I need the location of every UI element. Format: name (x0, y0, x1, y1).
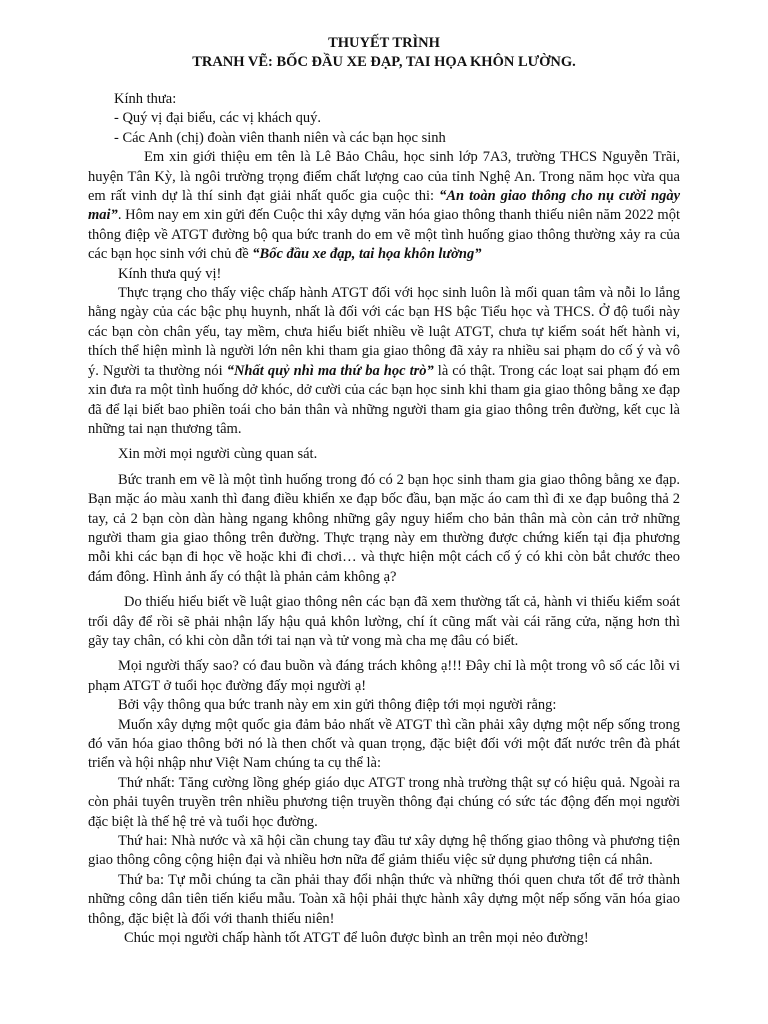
closing-paragraph: Chúc mọi người chấp hành tốt ATGT để luôn được bình an trên mọi nẻo đường! (124, 930, 589, 947)
intro-text-1: Em xin giới thiệu em tên là Lê Bảo Châu, học sinh lớp 7A3, trường THCS Nguyễn Trãi, huyện Tân Kỳ, là ngôi trường trọng điểm chất lượng cao của tỉnh Nghệ An. Trong năm học vừa qua em rất vinh dự là thí sinh đạt giải nhất quốc gia cuộc thi: (88, 149, 680, 205)
observe-paragraph: Xin mời mọi người cùng quan sát. (118, 446, 318, 463)
greeting-item-members: - Các Anh (chị) đoàn viên thanh niên và các bạn học sinh (114, 129, 446, 146)
message-paragraph: Bởi vậy thông qua bức tranh này em xin gửi thông điệp tới mọi người rằng: (118, 697, 557, 714)
greeting-opening: Kính thưa: (114, 91, 177, 107)
first-point-paragraph: Thứ nhất: Tăng cường lồng ghép giáo dục ATGT trong nhà trường thật sự có hiệu quả. Ngoài ra còn phải tuyên truyền trên nhiều phương tiện truyền thông đại chúng có sức tác động đến mọi người đặc biệt là thế hệ trẻ và tuổi học đường. (88, 774, 680, 830)
third-point-paragraph: Thứ ba: Tự mỗi chúng ta cần phải thay đổi nhận thức và những thói quen chưa tốt để trở thành những công dân tiên tiến kiểu mẫu. Toàn xã hội phải thực hành xây dựng một nếp sống văn hóa giao thông, đặc biệt là đối với thanh thiếu niên! (88, 871, 680, 927)
feel-paragraph: Mọi người thấy sao? có đau buồn và đáng trách không ạ!!! Đây chỉ là một trong vô số các lỗi vi phạm ATGT ở tuổi học đường đấy mọi người ạ! (88, 658, 680, 694)
ignorance-paragraph: Do thiếu hiểu biết về luật giao thông nên các bạn đã xem thường tất cả, hành vi thiếu kiểm soát trối dây để rồi sẽ phải nhận lấy hậu quả khôn lường, chí ít cũng mất vài cái răng cửa, nặng hơn thì gãy tay chân, có khi còn dẫn tới tai nạn và tử vong mà cha mẹ đâu có biết. (88, 594, 680, 649)
second-point-paragraph: Thứ hai: Nhà nước và xã hội cần chung tay đầu tư xây dựng hệ thống giao thông và phương tiện giao thông công cộng hiện đại và nhiều hơn nữa để giảm thiểu việc sử dụng phương tiện cá nhân. (88, 833, 680, 869)
reality-text-2: là có thật. Trong các loạt sai phạm đó em xin đưa ra một tình huống dở khóc, dở cười của các bạn học sinh khi tham gia giao thông bằng xe đạp đã để lại biết bao phiền toái cho bản thân và những người tham gia giao thông trên đường, kết cục là những tai nạn thương tâm. (88, 362, 681, 437)
intro-quote-theme: “Bốc đầu xe đạp, tai họa khôn lường” (252, 246, 482, 263)
reality-paragraph (88, 284, 680, 439)
address-audience: Kính thưa quý vị! (118, 265, 222, 282)
document-title-line2: TRANH VẼ: BỐC ĐẦU XE ĐẠP, TAI HỌA KHÔN LƯỜNG. (192, 54, 576, 70)
greeting-item-guests: - Quý vị đại biểu, các vị khách quý. (114, 110, 321, 127)
document-title-line1: THUYẾT TRÌNH (328, 35, 440, 51)
intro-quote-contest: “An toàn giao thông cho nụ cười ngày mai” (88, 188, 681, 224)
picture-paragraph: Bức tranh em vẽ là một tình huống trong đó có 2 bạn học sinh tham gia giao thông bằng xe đạp. Bạn mặc áo màu xanh thì đang điều khiển xe đạp bốc đầu, bạn mặc áo cam thì đi xe đạp buông thả 2 tay, cả 2 bạn còn dàn hàng ngang không những gây nguy hiểm cho bản thân mà còn cản trở những người tham gia giao thông trên đường. Thực trạng này em thường được chứng kiến tại địa phương mỗi khi các bạn đi học về hoặc khi đi chơi… và thực hiện một cách cố ý có khi còn bắt chước theo đám đông. Hình ảnh ấy có thật là phản cảm không ạ? (88, 471, 680, 585)
reality-quote: “Nhất quỷ nhì ma thứ ba học trò” (226, 362, 434, 379)
greeting-block (88, 90, 680, 148)
reality-text-1: Thực trạng cho thấy việc chấp hành ATGT đối với học sinh luôn là mối quan tâm và nỗi lo lắng hằng ngày của các bậc phụ huynh, nhất là đối với các bạn HS bậc Tiểu học và THCS. Ở độ tuổi này các bạn còn chân yếu, tay mềm, chưa hiểu biết nhiều về luật ATGT, chưa tự kiểm soát hết hành vi, thích thể hiện mình là người lớn nên khi tham gia giao thông đã xảy ra nhiều sai phạm do cố ý và vô ý. Người ta thường nói (88, 285, 680, 379)
intro-paragraph (88, 148, 680, 264)
intro-text-2: . Hôm nay em xin gửi đến Cuộc thi xây dựng văn hóa giao thông thanh thiếu niên năm 2022 một thông điệp về ATGT đường bộ qua bức tranh do em vẽ một tình huống giao thông thường xảy ra của các bạn học sinh với chủ đề (88, 207, 680, 263)
build-paragraph: Muốn xây dựng một quốc gia đảm bảo nhất về ATGT thì cần phải xây dựng một nếp sống trong đó văn hóa giao thông bởi nó là then chốt và quan trọng, đặc biệt đối với một đất nước trên đà phát triển và hội nhập như Việt Nam chúng ta cụ thể là: (88, 716, 680, 772)
